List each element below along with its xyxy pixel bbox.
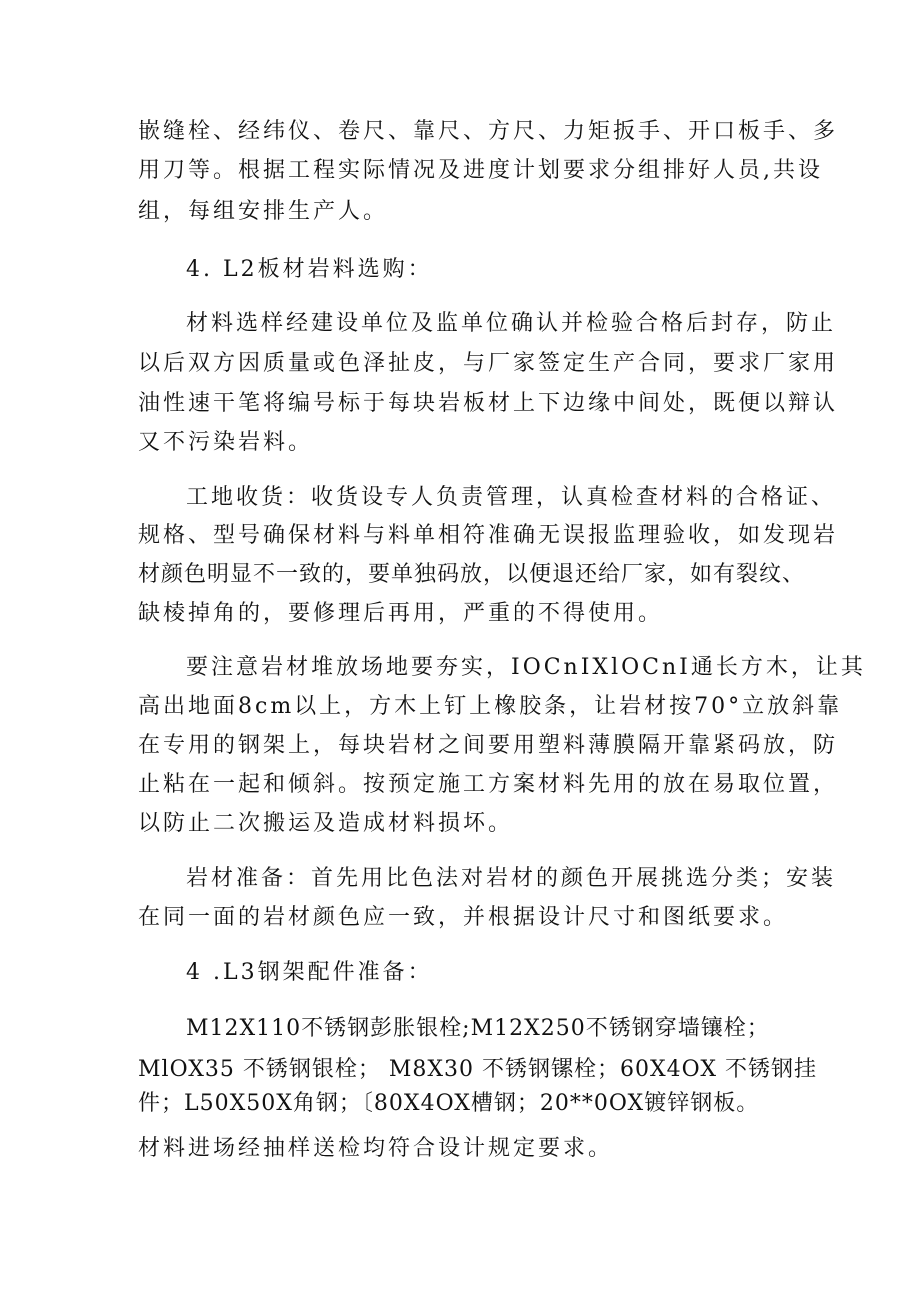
paragraph-line: 在同一面的岩材颜色应一致，并根据设计尺寸和图纸要求。	[138, 905, 789, 930]
paragraph-line: 缺棱掉角的，要修理后再用，严重的不得使用。	[138, 601, 664, 626]
paragraph-line: MlOX35 不锈钢银栓； M8X30 不锈钢镙栓；60X4OX 不锈钢挂	[138, 1057, 817, 1082]
section-heading: 4. L2板材岩料选购：	[186, 257, 433, 282]
paragraph-line: 止粘在一起和倾斜。按预定施工方案材料先用的放在易取位置，	[138, 772, 839, 797]
paragraph-line: 材颜色明显不一致的，要单独码放，以便退还给厂家，如有裂纹、	[138, 562, 806, 587]
paragraph-line: 高出地面8cm以上，方木上钉上橡胶条，让岩材按70°立放斜靠	[138, 694, 843, 719]
paragraph-line: 以后双方因质量或色泽扯皮，与厂家签定生产合同，要求厂家用	[138, 351, 839, 376]
paragraph-line: 又不污染岩料。	[138, 430, 314, 455]
section-heading: 4 .L3钢架配件准备：	[186, 960, 433, 985]
paragraph-line: 要注意岩材堆放场地要夯实，IOCnIXlOCnI通长方木，让其	[186, 655, 866, 680]
paragraph-line: 油性速干笔将编号标于每块岩板材上下边缘中间处，既便以辩认	[138, 391, 839, 416]
paragraph-line: 以防止二次搬运及造成材料损坏。	[138, 811, 514, 836]
paragraph-line: 规格、型号确保材料与料单相符准确无误报监理验收，如发现岩	[138, 523, 839, 548]
paragraph-line: 工地收货：收货设专人负责管理，认真检查材料的合格证、	[186, 485, 837, 510]
paragraph-line: 材料选样经建设单位及监单位确认并检验合格后封存，防止	[186, 311, 837, 336]
paragraph-line: 材料进场经抽样送检均符合设计规定要求。	[138, 1136, 614, 1161]
paragraph-line: M12X110不锈钢彭胀银栓;M12X250不锈钢穿墙镶栓；	[186, 1016, 770, 1041]
paragraph-line: 件；L50X50X角钢；〔80X4OX槽钢；20**0OX镀锌钢板。	[138, 1091, 760, 1116]
paragraph-line: 用刀等。根据工程实际情况及进度计划要求分组排好人员,共设	[138, 158, 823, 183]
paragraph-line: 岩材准备：首先用比色法对岩材的颜色开展挑选分类；安装	[186, 866, 837, 891]
paragraph-line: 在专用的钢架上，每块岩材之间要用塑料薄膜隔开靠紧码放，防	[138, 733, 839, 758]
paragraph-line: 嵌缝栓、经纬仪、卷尺、靠尺、方尺、力矩扳手、开口板手、多	[138, 119, 839, 144]
paragraph-line: 组，每组安排生产人。	[138, 199, 389, 224]
